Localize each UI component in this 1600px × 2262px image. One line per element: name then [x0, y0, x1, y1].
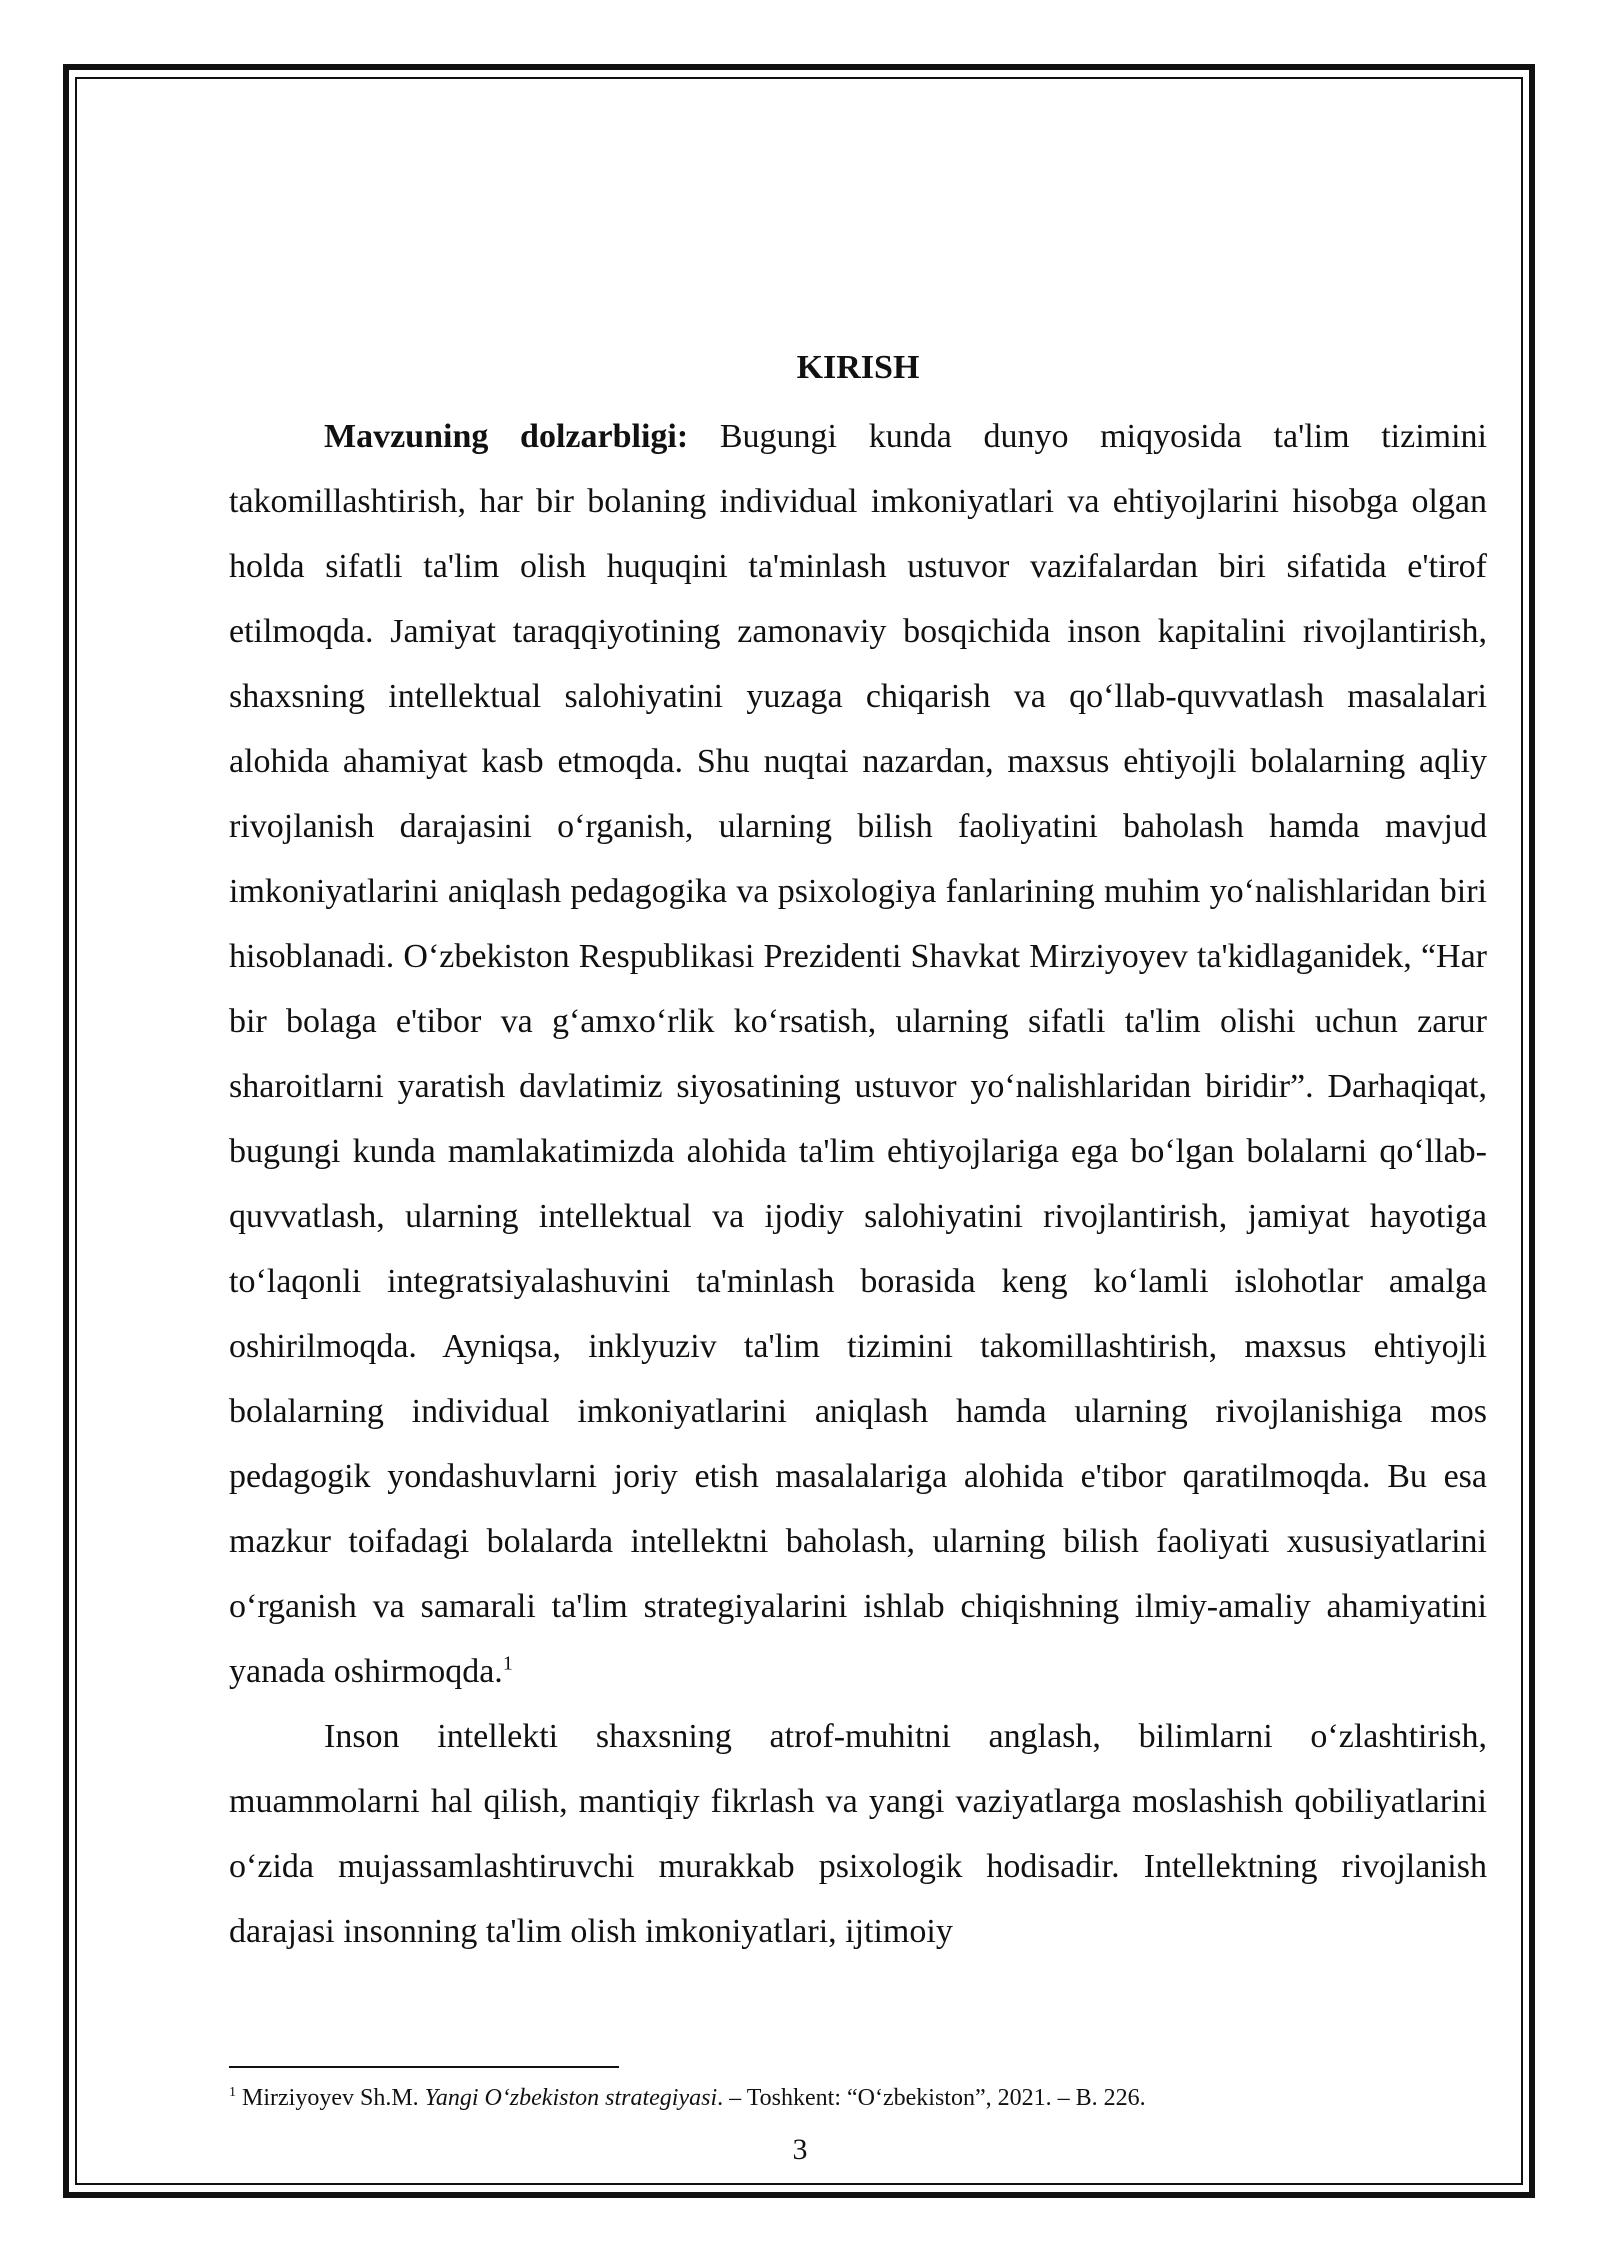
section-heading: KIRISH — [796, 349, 920, 386]
footnote-reference[interactable]: 1 — [502, 1652, 513, 1675]
paragraph-intellect: Inson intellekti shaxsning atrof-muhitni anglash, bilimlarni o‘zlashtirish, muammolarni hal qilish, mantiqiy fikrlash va yangi vaziyatlarga moslashish qobiliyatlarini o‘zida mujassamlashtiruvchi murakkab psixologik hodisadir. Intellektning rivojlanish darajasi insonning ta'lim olish imkoniyatlari, ijtimoiy — [229, 1718, 1487, 1950]
page-number: 3 — [792, 2133, 808, 2166]
footnote-author: Mirziyoyev Sh.M. — [242, 2085, 425, 2111]
footnote — [229, 2082, 1487, 2114]
document-body — [229, 338, 1487, 1964]
paragraph-lead: Mavzuning dolzarbligi: — [324, 418, 689, 455]
footnote-number: 1 — [229, 2085, 236, 2100]
footnote-title: Yangi O‘zbekiston strategiyasi — [424, 2085, 718, 2111]
footnote-separator — [229, 2066, 619, 2068]
paragraph-relevance — [229, 404, 1487, 1704]
paragraph-text: Bugungi kunda dunyo miqyosida ta'lim tizimini takomillashtirish, har bir bolaning individual imkoniyatlari va ehtiyojlarini hisobga olgan holda sifatli ta'lim olish huquqini ta'minlash ustuvor vazifalardan biri sifatida e'tirof etilmoqda. Jamiyat taraqqiyotining zamonaviy bosqichida inson kapitalini rivojlantirish, shaxsning intellektual salohiyatini yuzaga chiqarish va qo‘llab-quvvatlash masalalari alohida ahamiyat kasb etmoqda. Shu nuqtai nazardan, maxsus ehtiyojli bolalarning aqliy rivojlanish darajasini o‘rganish, ularning bilish faoliyatini baholash hamda mavjud imkoniyatlarini aniqlash pedagogika va psixologiya fanlarining muhim yo‘nalishlaridan biri hisoblanadi. O‘zbekiston Respublikasi Prezidenti Shavkat Mirziyoyev ta'kidlaganidek, “Har bir bolaga e'tibor va g‘amxo‘rlik ko‘rsatish, ularning sifatli ta'lim olishi uchun zarur sharoitlarni yaratish davlatimiz siyosatining ustuvor yo‘nalishlaridan biridir”. Darhaqiqat, bugungi kunda mamlakatimizda alohida ta'lim ehtiyojlariga ega bo‘lgan bolalarni qo‘llab-quvvatlash, ularning intellektual va ijodiy salohiyatini rivojlantirish, jamiyat hayotiga to‘laqonli integratsiyalashuvini ta'minlash borasida keng ko‘lamli islohotlar amalga oshirilmoqda. Ayniqsa, inklyuziv ta'lim tizimini takomillashtirish, maxsus ehtiyojli bolalarning individual imkoniyatlarini aniqlash hamda ularning rivojlanishiga mos pedagogik yondashuvlarni joriy etish masalalariga alohida e'tibor qaratilmoqda. Bu esa mazkur toifadagi bolalarda intellektni baholash, ularning bilish faoliyati xususiyatlarini o‘rganish va samarali ta'lim strategiyalarini ishlab chiqishning ilmiy-amaliy ahamiyatini yanada oshirmoqda. — [229, 418, 1487, 1690]
footnote-publication: . – Toshkent: “O‘zbekiston”, 2021. – B. 226. — [717, 2085, 1146, 2111]
